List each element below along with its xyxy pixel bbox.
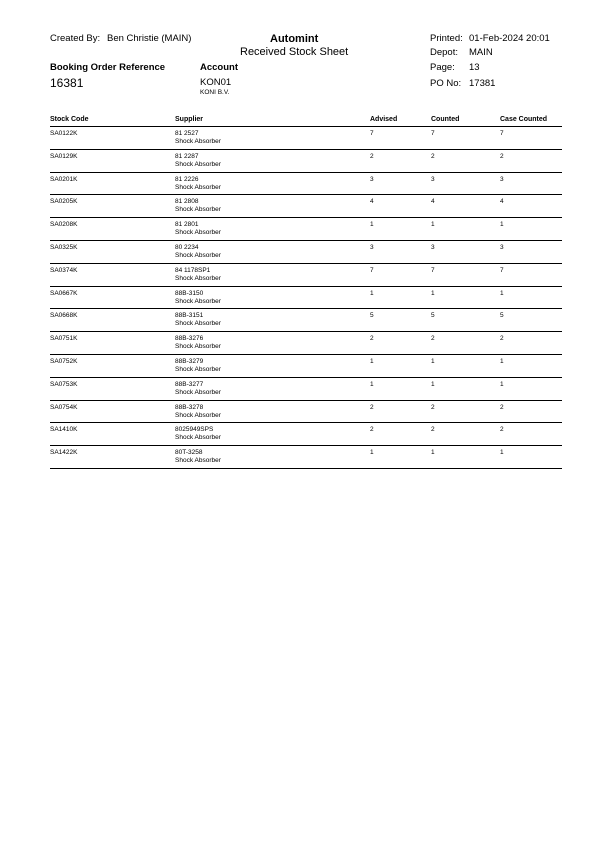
supplier-code: 81 2808	[175, 198, 199, 206]
item-description: Shock Absorber	[175, 388, 221, 396]
col-header-case-counted: Case Counted	[500, 116, 548, 123]
advised-qty: 2	[370, 426, 374, 434]
counted-qty: 2	[431, 335, 435, 343]
case-counted-qty: 1	[500, 380, 504, 388]
supplier-code: 81 2287	[175, 152, 199, 160]
po-label: PO No:	[430, 78, 462, 89]
col-header-counted: Counted	[431, 116, 460, 123]
supplier-cell	[175, 381, 221, 396]
case-counted-qty: 2	[500, 403, 504, 411]
stock-code: SA0201K	[50, 175, 78, 183]
supplier-code: 84 1178SP1	[175, 266, 211, 274]
supplier-code: 88B-3279	[175, 357, 204, 365]
account-code: KON01	[200, 77, 232, 88]
supplier-cell	[175, 244, 221, 259]
item-description: Shock Absorber	[175, 320, 221, 328]
supplier-code: 88B-3278	[175, 403, 204, 411]
advised-qty: 2	[370, 335, 374, 343]
supplier-code: 81 2226	[175, 175, 199, 183]
item-description: Shock Absorber	[175, 297, 221, 305]
item-description: Shock Absorber	[175, 457, 221, 465]
item-description: Shock Absorber	[175, 138, 221, 145]
printed-label: Printed:	[430, 33, 463, 44]
counted-qty: 2	[431, 152, 435, 160]
printed-value: 01-Feb-2024 20:01	[469, 33, 550, 44]
page-label: Page:	[430, 62, 455, 73]
supplier-cell	[175, 449, 221, 464]
counted-qty: 3	[431, 175, 435, 183]
supplier-cell	[175, 221, 221, 236]
created-by-label: Created By:	[50, 33, 101, 44]
supplier-code: 8025949SPS	[175, 426, 214, 434]
col-header-advised: Advised	[370, 116, 398, 123]
item-description: Shock Absorber	[175, 206, 221, 214]
supplier-cell	[175, 335, 221, 350]
counted-qty: 1	[431, 289, 435, 297]
table-row	[50, 355, 562, 378]
created-by-value: Ben Christie (MAIN)	[107, 33, 192, 44]
col-header-supplier: Supplier	[175, 116, 204, 123]
table-row	[50, 423, 562, 446]
stock-code: SA0374K	[50, 266, 78, 274]
table-row	[50, 218, 562, 241]
account-name: KONI B.V.	[200, 89, 230, 96]
supplier-cell	[175, 198, 221, 213]
table-row	[50, 264, 562, 287]
case-counted-qty: 2	[500, 152, 504, 160]
advised-qty: 7	[370, 266, 374, 274]
supplier-cell	[175, 290, 221, 305]
advised-qty: 2	[370, 152, 374, 160]
stock-code: SA0667K	[50, 289, 78, 297]
table-row	[50, 309, 562, 332]
advised-qty: 3	[370, 243, 374, 251]
stock-code: SA0753K	[50, 380, 78, 388]
supplier-code: 88B-3150	[175, 289, 204, 297]
supplier-cell	[175, 130, 221, 145]
case-counted-qty: 1	[500, 357, 504, 365]
depot-label: Depot:	[430, 47, 458, 58]
stock-code: SA0754K	[50, 403, 78, 411]
advised-qty: 3	[370, 175, 374, 183]
counted-qty: 5	[431, 312, 435, 320]
report-subtitle: Received Stock Sheet	[240, 46, 349, 58]
stock-code: SA0752K	[50, 357, 78, 365]
item-description: Shock Absorber	[175, 229, 221, 237]
supplier-code: 80T-3258	[175, 449, 203, 457]
supplier-cell	[175, 312, 221, 327]
case-counted-qty: 3	[500, 175, 504, 183]
counted-qty: 1	[431, 380, 435, 388]
stock-code: SA0122K	[50, 130, 78, 137]
table-row	[50, 401, 562, 424]
stock-code: SA1422K	[50, 449, 78, 457]
booking-ref-label: Booking Order Reference	[50, 62, 166, 73]
counted-qty: 7	[431, 130, 435, 137]
stock-code: SA0325K	[50, 243, 78, 251]
case-counted-qty: 4	[500, 198, 504, 206]
case-counted-qty: 1	[500, 449, 504, 457]
counted-qty: 4	[431, 198, 435, 206]
supplier-code: 80 2234	[175, 243, 199, 251]
po-number: 17381	[469, 78, 496, 89]
supplier-code: 88B-3277	[175, 380, 204, 388]
table-row	[50, 150, 562, 173]
supplier-code: 81 2527	[175, 130, 199, 137]
item-description: Shock Absorber	[175, 251, 221, 259]
table-row	[50, 446, 562, 469]
stock-code: SA0668K	[50, 312, 78, 320]
table-row	[50, 241, 562, 264]
case-counted-qty: 3	[500, 243, 504, 251]
counted-qty: 2	[431, 426, 435, 434]
supplier-cell	[175, 153, 221, 168]
account-label: Account	[200, 62, 238, 73]
item-description: Shock Absorber	[175, 434, 221, 442]
supplier-cell	[175, 426, 221, 441]
counted-qty: 7	[431, 266, 435, 274]
case-counted-qty: 2	[500, 335, 504, 343]
item-description: Shock Absorber	[175, 160, 221, 168]
table-row	[50, 195, 562, 218]
supplier-cell	[175, 404, 221, 419]
table-row	[50, 378, 562, 401]
case-counted-qty: 1	[500, 289, 504, 297]
depot-value: MAIN	[469, 47, 493, 58]
stock-table	[50, 126, 562, 469]
col-header-stock-code: Stock Code	[50, 116, 89, 123]
advised-qty: 7	[370, 130, 374, 137]
stock-code: SA0208K	[50, 221, 78, 229]
report-title: Automint	[270, 33, 319, 45]
counted-qty: 3	[431, 243, 435, 251]
advised-qty: 1	[370, 289, 374, 297]
stock-code: SA0205K	[50, 198, 78, 206]
stock-code: SA1410K	[50, 426, 78, 434]
item-description: Shock Absorber	[175, 343, 221, 351]
case-counted-qty: 1	[500, 221, 504, 229]
case-counted-qty: 7	[500, 266, 504, 274]
advised-qty: 1	[370, 221, 374, 229]
item-description: Shock Absorber	[175, 411, 221, 419]
booking-ref-value: 16381	[50, 76, 84, 90]
supplier-cell	[175, 267, 221, 282]
advised-qty: 5	[370, 312, 374, 320]
advised-qty: 2	[370, 403, 374, 411]
supplier-cell	[175, 358, 221, 373]
supplier-cell	[175, 176, 221, 191]
table-row	[50, 173, 562, 196]
stock-code: SA0129K	[50, 152, 78, 160]
stock-code: SA0751K	[50, 335, 78, 343]
table-row	[50, 126, 562, 150]
table-row	[50, 332, 562, 355]
counted-qty: 1	[431, 221, 435, 229]
item-description: Shock Absorber	[175, 274, 221, 282]
advised-qty: 4	[370, 198, 374, 206]
case-counted-qty: 5	[500, 312, 504, 320]
advised-qty: 1	[370, 357, 374, 365]
case-counted-qty: 2	[500, 426, 504, 434]
case-counted-qty: 7	[500, 130, 504, 137]
supplier-code: 88B-3276	[175, 335, 204, 343]
item-description: Shock Absorber	[175, 183, 221, 191]
table-row	[50, 287, 562, 310]
advised-qty: 1	[370, 449, 374, 457]
counted-qty: 1	[431, 357, 435, 365]
advised-qty: 1	[370, 380, 374, 388]
supplier-code: 81 2801	[175, 221, 199, 229]
item-description: Shock Absorber	[175, 365, 221, 373]
counted-qty: 1	[431, 449, 435, 457]
counted-qty: 2	[431, 403, 435, 411]
supplier-code: 88B-3151	[175, 312, 204, 320]
page-number: 13	[469, 62, 480, 73]
